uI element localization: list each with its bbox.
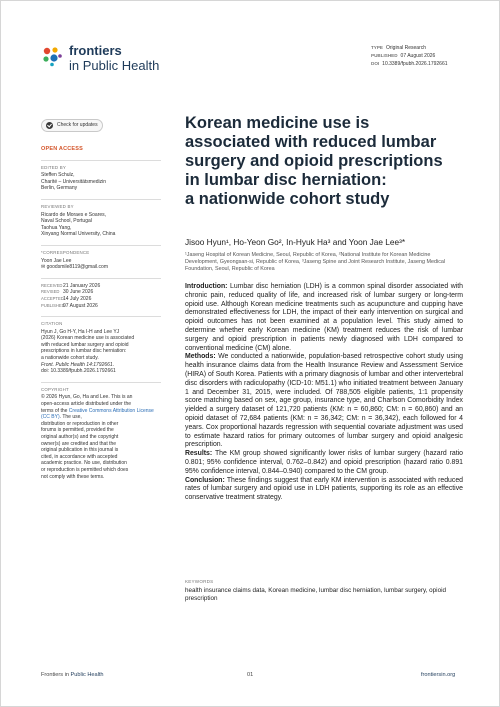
check-updates-label: Check for updates [57,122,98,129]
article-meta [371,44,448,68]
journal-brand[interactable] [69,43,159,73]
edited-by-block: EDITED BY Steffen Schulz, Charité – Universitätsmedizin Berlin, Germany [41,160,161,192]
check-updates-button[interactable] [41,119,103,132]
frontiers-logo-icon [41,45,63,67]
correspondence-block: *CORRESPONDENCE Yoon Jae Lee ✉ goodsmile8119@gmail.com [41,245,161,271]
meta-published: PUBLISHED 07 August 2026 [371,53,436,59]
article-title: Korean medicine use is associated with reduced lumbar surgery and opioid prescriptions in lumbar disc herniation: a nationwide cohort study [185,114,443,208]
reviewed-by-block: REVIEWED BY Ricardo de Moraes e Soares, Naval School, Portugal Taohua Yang, Xinyang Normal University, China [41,199,161,238]
affiliations: ¹Jaseng Hospital of Korean Medicine, Seoul, Republic of Korea, ²National Institute for Korean Medicine Development, Gyeongsan-si, Republic of Korea, ³Jaseng Spine and Joint Research Institute, Jaseng Medical Foundation, Seoul, Republic of Korea [185,252,446,272]
abstract-results: Results: The KM group showed significantly lower risks of lumbar surgery (hazard ratio 0.801; 95% confidence interval, 0.762–0.842) and opioid prescription (hazard ratio 0.891 95% confidence interval, 0.844–0.940) compared to the CM group. [185,450,463,475]
keywords: health insurance claims data, Korean medicine, lumbar disc herniation, lumbar surgery, opioid prescription [185,587,446,602]
open-access-label: OPEN ACCESS [41,146,84,152]
article-sidebar [41,119,161,480]
citation-block: CITATION Hyun J, Go H-Y, Ha I-H and Lee YJ (2026) Korean medicine use is associated with reduced lumbar surgery and opioid prescriptions in lumbar disc herniation: a nationwide cohort study. Front. Public Health 14:1792661. doi: 10.3389/fpubh.2026.1792661 [41,316,161,375]
abstract [185,283,463,503]
footer-journal[interactable]: Frontiers in Public Health [41,672,104,678]
correspondence-email[interactable]: ✉ goodsmile8119@gmail.com [41,264,108,271]
check-circle-icon [46,122,53,129]
copyright-block: COPYRIGHT © 2026 Hyun, Go, Ha and Lee. This is an open-access article distributed under the terms of the Creative Commons Attribution License (CC BY). The use, distribution or reproduction in other forums is permitted, provided the original author(s) and the copyright owner(s) are credited and that the original publication in this journal is cited, in accordance with accepted academic practice. No use, distribution or reproduction is permitted which does not comply with these terms. [41,382,161,480]
journal-name: in Public Health [69,58,160,73]
meta-type: TYPE Original Research [371,45,427,51]
abstract-methods: Methods: We conducted a nationwide, population-based retrospective cohort study using health insurance claims data from the Health Insurance Review and Assessment Service (HIRA) of South Korea. Patients with a primary diagnosis of lumbar and other intervertebral disc disorders with radiculopathy (ICD-10: M51.1) who initiated treatment between January 1 and December 31, 2015, were included. Of 788,505 eligible patients, 1:1 propensity score matching based on sex, age group, insurance type, and Charlson Comorbidity Index yielded a surgery dataset of 121,720 patients (KM: n = 60,860; CM: n = 60,860) and an opioid dataset of 72,684 patients (KM: n = 36,342; CM: n = 36,342), each followed for 4 years. Cox proportional hazards regression with sequential covariate adjustment was used to estimate hazard ratios for primary outcomes of lumbar surgery and opioid analgesic prescription. [185,353,463,449]
keywords-label: KEYWORDS [185,579,214,584]
license-link[interactable]: Creative Commons Attribution License (CC BY) [41,407,154,421]
page-number: 01 [247,672,254,678]
abstract-introduction: Introduction: Lumbar disc herniation (LDH) is a common spinal disorder associated with chronic pain, reduced quality of life, and increased risk of lumbar surgery or long-term opioid use. Although Korean medicine treatments such as acupuncture and cupping have demonstrated effectiveness for LDH, the impact of their early intervention on surgical and opioid outcomes has not been examined at a population level. This study aimed to determine whether early Korean medicine (KM) treatment reduces the risk of lumbar surgery and opioid prescription in patients newly diagnosed with LDH compared to conventional medicine (CM) alone. [185,283,463,352]
dates-block: RECEIVED 21 January 2026 REVISED 30 June 2026 ACCEPTED 14 July 2026 PUBLISHED 07 August 2026 [41,278,161,309]
brand-name: frontiers [69,43,122,58]
meta-doi[interactable]: DOI 10.3389/fpubh.2026.1792661 [371,61,448,67]
author-list[interactable]: Jisoo Hyun¹, Ho-Yeon Go², In-Hyuk Ha³ and Yoon Jae Lee³* [185,237,406,247]
abstract-conclusion: Conclusion: These findings suggest that early KM intervention is associated with reduced rates of lumbar surgery and opioid use in LDH patients, supporting its role as an effective conservative treatment strategy. [185,476,463,502]
footer-site-link[interactable]: frontiersin.org [421,672,456,678]
